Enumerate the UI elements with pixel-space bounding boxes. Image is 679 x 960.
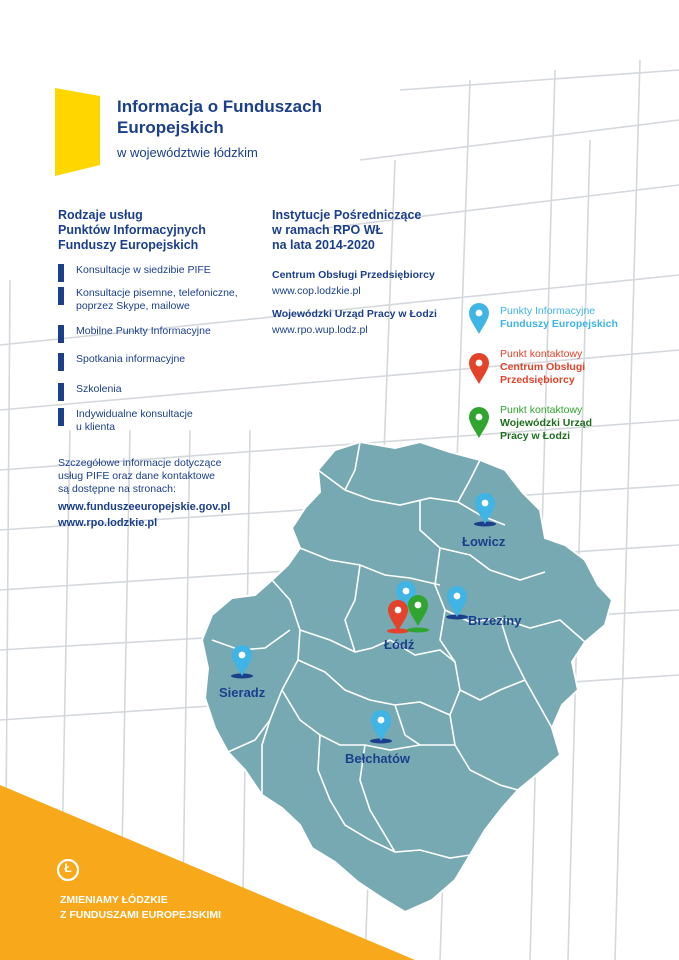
service-item-label: Szkolenia — [76, 383, 122, 395]
city-label-brzeziny: Brzeziny — [468, 613, 522, 628]
city-label-lodz: Łódź — [384, 637, 415, 652]
service-item-label: Mobilne Punkty Informacyjne — [76, 325, 211, 337]
services-heading-line-1: Rodzaje usług — [58, 208, 143, 222]
info-line-1: Szczegółowe informacje dotyczące — [58, 457, 222, 469]
services-heading-line-2: Punktów Informacyjnych — [58, 223, 206, 237]
institutions-heading-line-2: w ramach RPO WŁ — [272, 223, 384, 237]
footer-line-2: Z FUNDUSZAMI EUROPEJSKIMI — [60, 909, 222, 921]
legend-line-1: Punkty Informacyjne — [500, 305, 596, 317]
legend-line-1: Punkt kontaktowy — [500, 348, 583, 360]
link-rpo-lodzkie[interactable]: www.rpo.lodzkie.pl — [58, 517, 158, 529]
footer-slogan — [60, 893, 221, 923]
institution-url[interactable]: www.cop.lodzkie.pl — [272, 285, 361, 297]
info-links — [58, 499, 230, 531]
footer-logo-letter: Ł — [64, 861, 72, 875]
services-heading — [58, 208, 206, 253]
legend-item-cop — [500, 348, 585, 387]
institutions-heading-line-3: na lata 2014-2020 — [272, 238, 375, 252]
service-bullet — [58, 325, 64, 343]
service-bullet — [58, 408, 64, 426]
footer-line-1: ZMIENIAMY ŁÓDZKIE — [60, 894, 168, 906]
institution-name: Centrum Obsługi Przedsiębiorcy — [272, 269, 435, 281]
service-bullet — [58, 353, 64, 371]
institutions-heading-line-1: Instytucje Pośredniczące — [272, 208, 422, 222]
service-item-label: Spotkania informacyjne — [76, 353, 186, 365]
institution-item — [272, 306, 437, 338]
info-line-2: usług PIFE oraz dane kontaktowe — [58, 470, 216, 482]
title-line-1: Informacja o Funduszach — [117, 97, 322, 116]
legend-item-pife — [500, 305, 618, 331]
page-subtitle: w województwie łódzkim — [117, 145, 258, 160]
yellow-tag-shape — [55, 88, 100, 176]
service-item-label-2: u klienta — [76, 421, 116, 433]
institution-item — [272, 267, 435, 299]
legend-line-2: Wojewódzki Urząd — [500, 417, 592, 429]
legend-pin-red-icon — [469, 353, 489, 384]
legend-line-2: Centrum Obsługi — [500, 361, 586, 373]
service-bullet — [58, 383, 64, 401]
link-funduszeeuropejskie[interactable]: www.funduszeeuropejskie.gov.pl — [58, 501, 231, 513]
info-text — [58, 457, 221, 496]
title-line-2: Europejskich — [117, 118, 224, 137]
service-bullet — [58, 287, 64, 305]
city-label-belchatow: Bełchatów — [345, 751, 411, 766]
legend-line-2: Funduszy Europejskich — [500, 318, 618, 330]
legend-pin-green-icon — [469, 407, 489, 438]
service-item-label: Konsultacje w siedzibie PIFE — [76, 264, 211, 276]
legend-item-wup — [500, 404, 592, 443]
service-item-label: Indywidualne konsultacje — [76, 408, 193, 420]
legend-pins — [469, 303, 489, 438]
legend-line-3: Przedsiębiorcy — [500, 374, 575, 386]
city-label-lowicz: Łowicz — [462, 534, 506, 549]
info-line-3: są dostępne na stronach: — [58, 483, 176, 495]
service-bullet — [58, 264, 64, 282]
service-item-label-2: poprzez Skype, mailowe — [76, 300, 190, 312]
legend-line-3: Pracy w Łodzi — [500, 430, 571, 442]
legend-line-1: Punkt kontaktowy — [500, 404, 583, 416]
institution-name: Wojewódzki Urząd Pracy w Łodzi — [272, 308, 437, 320]
city-label-sieradz: Sieradz — [219, 685, 266, 700]
page-title — [117, 96, 322, 138]
services-heading-line-3: Funduszy Europejskich — [58, 238, 199, 252]
institution-url[interactable]: www.rpo.wup.lodz.pl — [272, 324, 368, 336]
legend-pin-blue-icon — [469, 303, 489, 334]
institutions-heading — [272, 208, 421, 253]
service-item-label: Konsultacje pisemne, telefoniczne, — [76, 287, 238, 299]
